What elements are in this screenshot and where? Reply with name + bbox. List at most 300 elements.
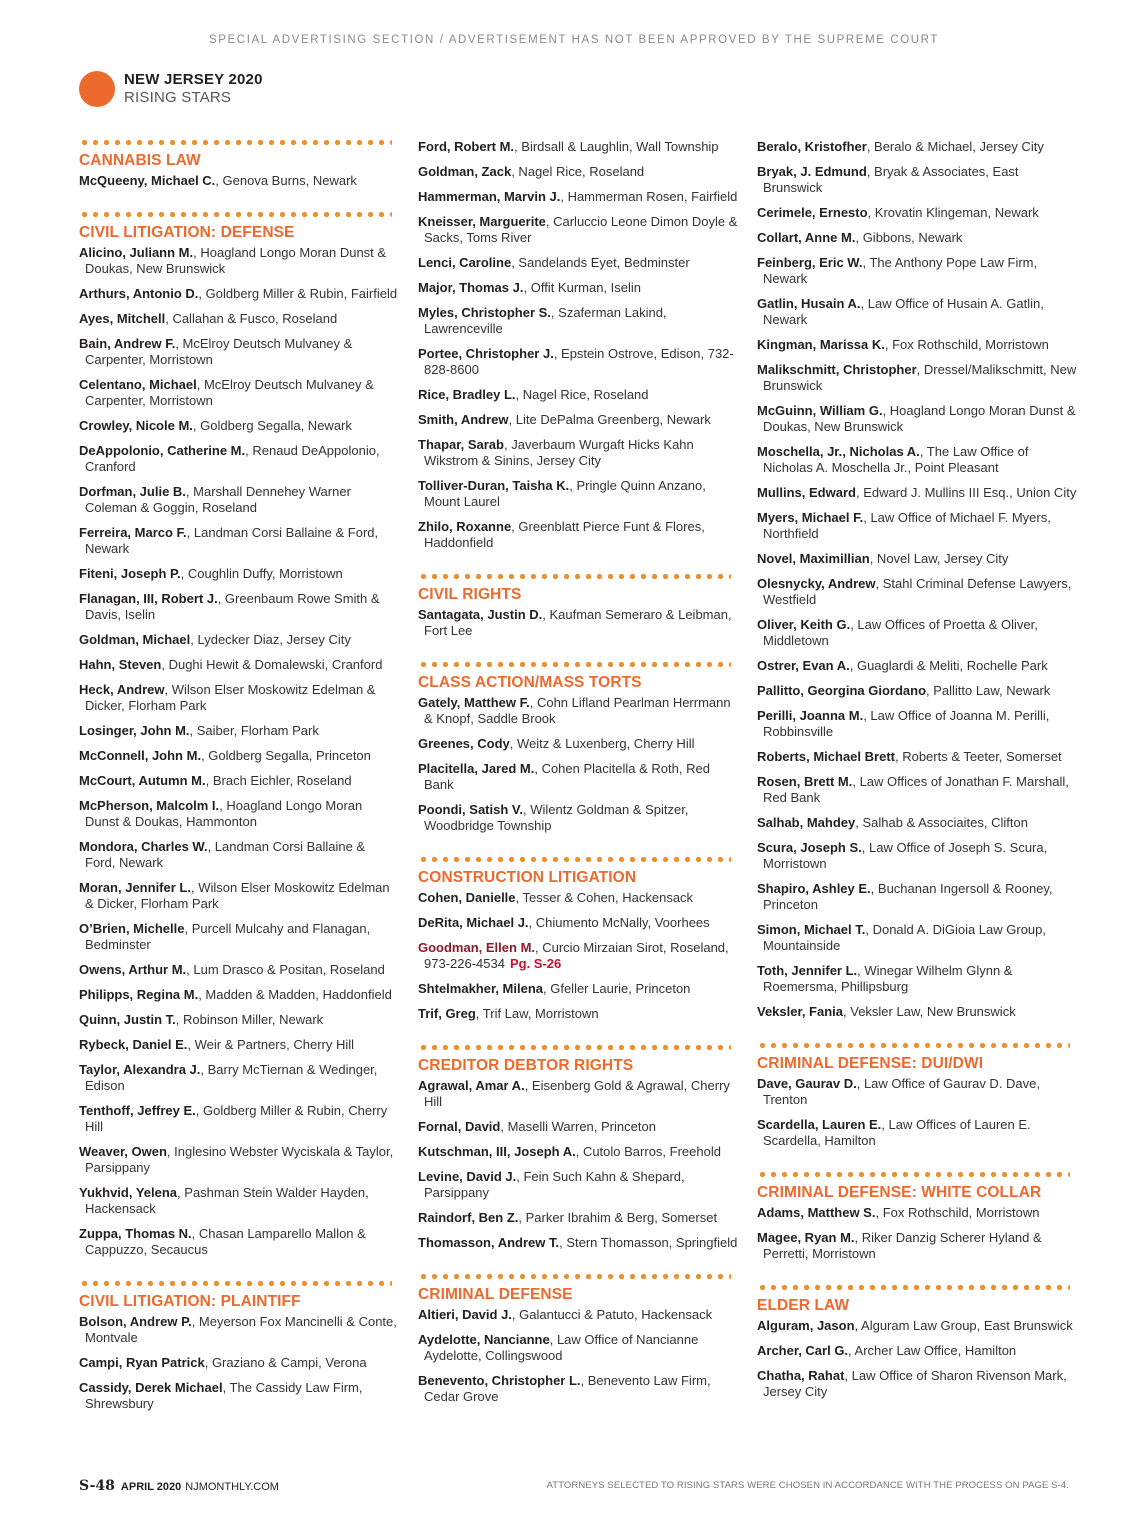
attorney-name: Bain, Andrew F.: [79, 336, 176, 351]
attorney-name: Roberts, Michael Brett: [757, 749, 895, 764]
firm-and-location: , Dughi Hewit & Domalewski, Cranford: [161, 657, 383, 672]
column-2: [418, 139, 738, 1427]
attorney-name: Toth, Jennifer L.: [757, 963, 858, 978]
attorney-entry: [418, 607, 738, 639]
section-heading: ELDER LAW: [757, 1297, 850, 1314]
attorney-name: DeAppolonio, Catherine M.: [79, 443, 246, 458]
attorney-entry: [79, 1144, 399, 1176]
attorney-name: Scura, Joseph S.: [757, 840, 862, 855]
attorney-entry: [757, 576, 1077, 608]
attorney-name: Trif, Greg: [418, 1006, 476, 1021]
attorney-name: Losinger, John M.: [79, 723, 190, 738]
attorney-entry: [757, 551, 1077, 567]
attorney-name: Taylor, Alexandra J.: [79, 1062, 201, 1077]
logo-title: NEW JERSEY 2020: [124, 71, 263, 88]
section-heading: CREDITOR DEBTOR RIGHTS: [418, 1057, 634, 1074]
orange-circle-icon: [79, 71, 115, 107]
attorney-name: McQueeny, Michael C.: [79, 173, 216, 188]
attorney-entry: [79, 591, 399, 623]
firm-and-location: , Veksler Law, New Brunswick: [843, 1004, 1016, 1019]
firm-and-location: , McElroy Deutsch Mulvaney & Carpenter, Morristown: [85, 377, 374, 408]
attorney-name: Gatlin, Husain A.: [757, 296, 861, 311]
attorney-name: Moschella, Jr., Nicholas A.: [757, 444, 920, 459]
attorney-name: Dorfman, Julie B.: [79, 484, 186, 499]
attorney-entry: [79, 1037, 399, 1053]
attorney-entry: [757, 1205, 1077, 1221]
firm-and-location: , Wilson Elser Moskowitz Edelman & Dicker, Florham Park: [85, 880, 390, 911]
firm-and-location: , Cohn Lifland Pearlman Herrmann & Knopf, Saddle Brook: [424, 695, 731, 726]
attorney-entry: [79, 566, 399, 582]
attorney-entry: [79, 1314, 399, 1346]
attorney-entry: [79, 286, 399, 302]
attorney-entry: [79, 1185, 399, 1217]
attorney-entry: [79, 798, 399, 830]
firm-and-location: , Pashman Stein Walder Hayden, Hackensack: [85, 1185, 369, 1216]
dotted-divider: [757, 1042, 1070, 1049]
attorney-entry: [79, 748, 399, 764]
firm-and-location: , Inglesino Webster Wyciskala & Taylor, Parsippany: [85, 1144, 394, 1175]
attorney-name: Magee, Ryan M.: [757, 1230, 855, 1245]
attorney-entry: [757, 840, 1077, 872]
attorney-name: Kneisser, Marguerite: [418, 214, 546, 229]
firm-and-location: , Benevento Law Firm, Cedar Grove: [424, 1373, 711, 1404]
firm-and-location: , Curcio Mirzaian Sirot, Roseland, 973-226-4534: [424, 940, 729, 971]
attorney-entry: [757, 1343, 1077, 1359]
attorney-entry: [757, 617, 1077, 649]
attorney-name: Alguram, Jason: [757, 1318, 855, 1333]
attorney-name: Celentano, Michael: [79, 377, 197, 392]
attorney-entry: [79, 525, 399, 557]
attorney-entry: [418, 387, 738, 403]
directory-section: [757, 1284, 1077, 1400]
firm-and-location: , Fox Rothschild, Morristown: [884, 337, 1049, 352]
firm-and-location: , Lydecker Diaz, Jersey City: [190, 632, 351, 647]
firm-and-location: , Javerbaum Wurgaft Hicks Kahn Wikstrom & Sinins, Jersey City: [424, 437, 694, 468]
attorney-name: Moran, Jennifer L.: [79, 880, 191, 895]
firm-and-location: , Fox Rothschild, Morristown: [875, 1205, 1040, 1220]
attorney-name: Collart, Anne M.: [757, 230, 856, 245]
attorney-name: Olesnycky, Andrew: [757, 576, 876, 591]
logo-subtitle: RISING STARS: [124, 89, 232, 106]
firm-and-location: , Stahl Criminal Defense Lawyers, Westfield: [763, 576, 1072, 607]
attorney-entry: [79, 336, 399, 368]
attorney-name: Tolliver-Duran, Taisha K.: [418, 478, 570, 493]
firm-and-location: , Eisenberg Gold & Agrawal, Cherry Hill: [424, 1078, 730, 1109]
attorney-entry: [79, 682, 399, 714]
firm-and-location: , Law Office of Husain A. Gatlin, Newark: [763, 296, 1044, 327]
firm-and-location: , Chiumento McNally, Voorhees: [528, 915, 710, 930]
attorney-name: Thomasson, Andrew T.: [418, 1235, 560, 1250]
firm-and-location: , Callahan & Fusco, Roseland: [165, 311, 338, 326]
firm-and-location: , Bryak & Associates, East Brunswick: [763, 164, 1019, 195]
attorney-entry: [79, 1103, 399, 1135]
firm-and-location: , The Cassidy Law Firm, Shrewsbury: [85, 1380, 363, 1411]
attorney-entry: [418, 1235, 738, 1251]
firm-and-location: , Birdsall & Laughlin, Wall Township: [514, 139, 719, 154]
attorney-entry: [418, 305, 738, 337]
firm-and-location: , The Law Office of Nicholas A. Moschella Jr., Point Pleasant: [763, 444, 1029, 475]
attorney-entry: [418, 1307, 738, 1323]
attorney-name: Quinn, Justin T.: [79, 1012, 176, 1027]
section-heading: CLASS ACTION/MASS TORTS: [418, 674, 642, 691]
attorney-entry: [79, 443, 399, 475]
attorney-entry: [418, 802, 738, 834]
attorney-name: Adams, Matthew S.: [757, 1205, 876, 1220]
attorney-name: Fornal, David: [418, 1119, 501, 1134]
attorney-entry: [757, 444, 1077, 476]
attorney-entry: [418, 695, 738, 727]
attorney-name: Levine, David J.: [418, 1169, 517, 1184]
attorney-entry: [79, 1012, 399, 1028]
attorney-entry: [418, 1006, 738, 1022]
advertising-banner: SPECIAL ADVERTISING SECTION / ADVERTISEMENT HAS NOT BEEN APPROVED BY THE SUPREME COURT: [208, 34, 939, 46]
attorney-entry: [757, 205, 1077, 221]
attorney-entry: [757, 403, 1077, 435]
directory-section: [418, 573, 738, 639]
dotted-divider: [757, 1284, 1070, 1291]
attorney-name: Arthurs, Antonio D.: [79, 286, 199, 301]
attorney-name: O’Brien, Michelle: [79, 921, 185, 936]
attorney-name: Ford, Robert M.: [418, 139, 515, 154]
attorney-entry: [757, 774, 1077, 806]
attorney-name: Weaver, Owen: [79, 1144, 167, 1159]
attorney-entry: [418, 346, 738, 378]
attorney-entry: [757, 230, 1077, 246]
firm-and-location: , Hoagland Longo Moran Dunst & Doukas, New Brunswick: [763, 403, 1076, 434]
attorney-entry: [757, 815, 1077, 831]
attorney-entry: [418, 1332, 738, 1364]
attorney-name: Smith, Andrew: [418, 412, 509, 427]
attorney-name: Flanagan, III, Robert J.: [79, 591, 218, 606]
firm-and-location: , Winegar Wilhelm Glynn & Roemersma, Phillipsburg: [763, 963, 1013, 994]
firm-and-location: , Parker Ibrahim & Berg, Somerset: [518, 1210, 718, 1225]
attorney-name: Shapiro, Ashley E.: [757, 881, 871, 896]
attorney-name: Cassidy, Derek Michael: [79, 1380, 223, 1395]
firm-and-location: , Gibbons, Newark: [855, 230, 963, 245]
attorney-entry: [757, 881, 1077, 913]
attorney-entry: [757, 1076, 1077, 1108]
attorney-entry: [757, 708, 1077, 740]
directory-section: [757, 1171, 1077, 1262]
attorney-name: Goldman, Zack: [418, 164, 512, 179]
attorney-entry: [418, 519, 738, 551]
attorney-entry: [757, 362, 1077, 394]
firm-and-location: , Brach Eichler, Roseland: [205, 773, 352, 788]
firm-and-location: , Marshall Dennehey Warner Coleman & Goggin, Roseland: [85, 484, 351, 515]
attorney-entry: [757, 1230, 1077, 1262]
attorney-name: Ostrer, Evan A.: [757, 658, 850, 673]
attorney-entry: [757, 296, 1077, 328]
firm-and-location: , Lite DePalma Greenberg, Newark: [508, 412, 711, 427]
firm-and-location: , Krovatin Klingeman, Newark: [867, 205, 1039, 220]
attorney-name: Agrawal, Amar A.: [418, 1078, 525, 1093]
attorney-name: Lenci, Caroline: [418, 255, 512, 270]
attorney-entry: [418, 139, 738, 155]
firm-and-location: , Galantucci & Patuto, Hackensack: [511, 1307, 713, 1322]
attorney-name: Kutschman, III, Joseph A.: [418, 1144, 576, 1159]
attorney-entry: [79, 773, 399, 789]
attorney-name: Salhab, Mahdey: [757, 815, 856, 830]
firm-and-location: , Renaud DeAppolonio, Cranford: [85, 443, 380, 474]
directory-section: [418, 856, 738, 1022]
firm-and-location: , Novel Law, Jersey City: [869, 551, 1009, 566]
attorney-entry: [418, 981, 738, 997]
attorney-name: Major, Thomas J.: [418, 280, 524, 295]
attorney-entry: [79, 921, 399, 953]
firm-and-location: , Fein Such Kahn & Shepard, Parsippany: [424, 1169, 685, 1200]
attorney-entry: [79, 1062, 399, 1094]
attorney-name: Gately, Matthew F.: [418, 695, 530, 710]
firm-and-location: , Dressel/Malikschmitt, New Brunswick: [763, 362, 1077, 393]
attorney-name: Poondi, Satish V.: [418, 802, 523, 817]
section-heading: CRIMINAL DEFENSE: DUI/DWI: [757, 1055, 984, 1072]
attorney-name: Shtelmakher, Milena: [418, 981, 543, 996]
attorney-name: Rice, Bradley L.: [418, 387, 516, 402]
attorney-entry: [418, 761, 738, 793]
firm-and-location: , Epstein Ostrove, Edison, 732-828-8600: [424, 346, 734, 377]
firm-and-location: , Weitz & Luxenberg, Cherry Hill: [509, 736, 695, 751]
firm-and-location: , Goldberg Miller & Rubin, Fairfield: [198, 286, 398, 301]
attorney-name: Greenes, Cody: [418, 736, 510, 751]
attorney-entry: [418, 915, 738, 931]
attorney-name: Raindorf, Ben Z.: [418, 1210, 519, 1225]
attorney-entry: [79, 377, 399, 409]
dotted-divider: [418, 661, 731, 668]
section-heading: CANNABIS LAW: [79, 152, 201, 169]
directory-section: [79, 139, 399, 189]
attorney-entry: [757, 1117, 1077, 1149]
attorney-name: Philipps, Regina M.: [79, 987, 199, 1002]
page-reference: Pg. S-26: [509, 956, 562, 971]
attorney-name: Kingman, Marissa K.: [757, 337, 885, 352]
attorney-entry: [418, 940, 738, 972]
attorney-entry: [757, 510, 1077, 542]
attorney-name: Feinberg, Eric W.: [757, 255, 863, 270]
attorney-name: Rybeck, Daniel E.: [79, 1037, 188, 1052]
firm-and-location: , Law Office of Joseph S. Scura, Morristown: [763, 840, 1048, 871]
attorney-entry: [418, 255, 738, 271]
attorney-entry: [757, 337, 1077, 353]
dotted-divider: [757, 1171, 1070, 1178]
attorney-name: Pallitto, Georgina Giordano: [757, 683, 927, 698]
directory-section: [418, 139, 738, 551]
firm-and-location: , Sandelands Eyet, Bedminster: [511, 255, 690, 270]
attorney-entry: [418, 214, 738, 246]
attorney-entry: [79, 632, 399, 648]
firm-and-location: , Trif Law, Morristown: [475, 1006, 599, 1021]
attorney-name: Zhilo, Roxanne: [418, 519, 512, 534]
firm-and-location: , Graziano & Campi, Verona: [204, 1355, 367, 1370]
attorney-name: Oliver, Keith G.: [757, 617, 851, 632]
firm-and-location: , Genova Burns, Newark: [215, 173, 357, 188]
firm-and-location: , Chasan Lamparello Mallon & Cappuzzo, Secaucus: [85, 1226, 366, 1257]
attorney-name: Ferreira, Marco F.: [79, 525, 187, 540]
firm-and-location: , Beralo & Michael, Jersey City: [866, 139, 1044, 154]
section-heading: CIVIL RIGHTS: [418, 586, 522, 603]
firm-and-location: , Roberts & Teeter, Somerset: [894, 749, 1062, 764]
attorney-name: Campi, Ryan Patrick: [79, 1355, 205, 1370]
attorney-entry: [757, 255, 1077, 287]
attorney-name: Novel, Maximillian: [757, 551, 870, 566]
attorney-entry: [757, 963, 1077, 995]
firm-and-location: , Law Offices of Jonathan F. Marshall, Red Bank: [763, 774, 1069, 805]
attorney-entry: [418, 1078, 738, 1110]
attorney-entry: [757, 139, 1077, 155]
firm-and-location: , Landman Corsi Ballaine & Ford, Newark: [85, 839, 366, 870]
attorney-entry: [79, 245, 399, 277]
page-number: S-48: [79, 1478, 115, 1494]
attorney-entry: [79, 484, 399, 516]
selection-note: ATTORNEYS SELECTED TO RISING STARS WERE CHOSEN IN ACCORDANCE WITH THE PROCESS ON PAGE S-4.: [546, 1480, 1069, 1491]
attorney-name: Mondora, Charles W.: [79, 839, 208, 854]
attorney-name: Fiteni, Joseph P.: [79, 566, 181, 581]
firm-and-location: , Tesser & Cohen, Hackensack: [515, 890, 694, 905]
firm-and-location: , Salhab & Associaites, Clifton: [855, 815, 1028, 830]
attorney-name: Dave, Gaurav D.: [757, 1076, 857, 1091]
directory-section: [79, 211, 399, 1258]
firm-and-location: , Madden & Madden, Haddonfield: [198, 987, 392, 1002]
firm-and-location: , Greenbaum Rowe Smith & Davis, Iselin: [85, 591, 380, 622]
attorney-entry: [79, 1226, 399, 1258]
attorney-name: Myers, Michael F.: [757, 510, 864, 525]
dotted-divider: [418, 573, 731, 580]
firm-and-location: , Pringle Quinn Anzano, Mount Laurel: [424, 478, 706, 509]
attorney-name: Chatha, Rahat: [757, 1368, 845, 1383]
column-3: [757, 139, 1077, 1422]
firm-and-location: , Law Office of Nancianne Aydelotte, Collingswood: [424, 1332, 699, 1363]
firm-and-location: , Goldberg Segalla, Princeton: [201, 748, 371, 763]
attorney-name: Alicino, Juliann M.: [79, 245, 194, 260]
firm-and-location: , Law Office of Sharon Rivenson Mark, Jersey City: [763, 1368, 1067, 1399]
attorney-name: McPherson, Malcolm I.: [79, 798, 220, 813]
attorney-name: McCourt, Autumn M.: [79, 773, 206, 788]
firm-and-location: , Cohen Placitella & Roth, Red Bank: [424, 761, 710, 792]
attorney-name: Zuppa, Thomas N.: [79, 1226, 192, 1241]
firm-and-location: , Saiber, Florham Park: [189, 723, 319, 738]
attorney-entry: [79, 1380, 399, 1412]
section-heading: CONSTRUCTION LITIGATION: [418, 869, 637, 886]
firm-and-location: , Hammerman Rosen, Fairfield: [560, 189, 738, 204]
directory-section: [418, 661, 738, 834]
attorney-entry: [757, 683, 1077, 699]
issue-date: APRIL 2020: [120, 1481, 182, 1493]
attorney-entry: [418, 1210, 738, 1226]
attorney-name: Ayes, Mitchell: [79, 311, 166, 326]
firm-and-location: , Greenblatt Pierce Funt & Flores, Haddonfield: [424, 519, 705, 550]
attorney-name: Veksler, Fania: [757, 1004, 844, 1019]
attorney-name: Perilli, Joanna M.: [757, 708, 864, 723]
attorney-name: Hahn, Steven: [79, 657, 162, 672]
attorney-entry: [757, 922, 1077, 954]
attorney-entry: [757, 749, 1077, 765]
firm-and-location: , Landman Corsi Ballaine & Ford, Newark: [85, 525, 379, 556]
dotted-divider: [79, 1280, 392, 1287]
attorney-name: Cerimele, Ernesto: [757, 205, 868, 220]
attorney-name: Rosen, Brett M.: [757, 774, 853, 789]
attorney-entry: [757, 1318, 1077, 1334]
firm-and-location: , Carluccio Leone Dimon Doyle & Sacks, Toms River: [424, 214, 738, 245]
attorney-name: McGuinn, William G.: [757, 403, 883, 418]
section-heading: CIVIL LITIGATION: PLAINTIFF: [79, 1293, 301, 1310]
attorney-name: Placitella, Jared M.: [418, 761, 535, 776]
firm-and-location: , Nagel Rice, Roseland: [515, 387, 649, 402]
attorney-entry: [418, 437, 738, 469]
firm-and-location: , Nagel Rice, Roseland: [511, 164, 645, 179]
section-heading: CRIMINAL DEFENSE: [418, 1286, 573, 1303]
attorney-name: Myles, Christopher S.: [418, 305, 551, 320]
firm-and-location: , Maselli Warren, Princeton: [500, 1119, 656, 1134]
firm-and-location: , Guaglardi & Meliti, Rochelle Park: [849, 658, 1048, 673]
attorney-name: Goodman, Ellen M.: [418, 940, 536, 955]
firm-and-location: , Goldberg Miller & Rubin, Cherry Hill: [85, 1103, 388, 1134]
attorney-entry: [79, 1355, 399, 1371]
firm-and-location: , Law Office of Gaurav D. Dave, Trenton: [763, 1076, 1041, 1107]
firm-and-location: , Riker Danzig Scherer Hyland & Perretti, Morristown: [763, 1230, 1042, 1261]
firm-and-location: , Hoagland Longo Moran Dunst & Doukas, Hammonton: [85, 798, 363, 829]
firm-and-location: , Barry McTiernan & Wedinger, Edison: [85, 1062, 378, 1093]
directory-section: [757, 139, 1077, 1020]
attorney-name: Altieri, David J.: [418, 1307, 512, 1322]
dotted-divider: [79, 211, 392, 218]
attorney-name: Santagata, Justin D.: [418, 607, 543, 622]
firm-and-location: , Stern Thomasson, Springfield: [559, 1235, 738, 1250]
firm-and-location: , Archer Law Office, Hamilton: [848, 1343, 1017, 1358]
attorney-entry: [79, 839, 399, 871]
attorney-name: Tenthoff, Jeffrey E.: [79, 1103, 196, 1118]
firm-and-location: , Coughlin Duffy, Morristown: [180, 566, 343, 581]
attorney-entry: [79, 173, 399, 189]
directory-section: [418, 1044, 738, 1251]
dotted-divider: [79, 139, 392, 146]
attorney-name: Beralo, Kristofher: [757, 139, 867, 154]
firm-and-location: , Cutolo Barros, Freehold: [575, 1144, 721, 1159]
firm-and-location: , Weir & Partners, Cherry Hill: [187, 1037, 355, 1052]
attorney-entry: [418, 189, 738, 205]
firm-and-location: , Goldberg Segalla, Newark: [192, 418, 352, 433]
attorney-entry: [79, 657, 399, 673]
dotted-divider: [418, 1044, 731, 1051]
attorney-entry: [418, 1119, 738, 1135]
directory-section: [418, 1273, 738, 1405]
firm-and-location: , Kaufman Semeraro & Leibman, Fort Lee: [424, 607, 732, 638]
attorney-entry: [757, 164, 1077, 196]
attorney-entry: [418, 736, 738, 752]
attorney-name: Portee, Christopher J.: [418, 346, 554, 361]
directory-section: [79, 1280, 399, 1412]
attorney-name: Yukhvid, Yelena: [79, 1185, 178, 1200]
attorney-name: Bryak, J. Edmund: [757, 164, 867, 179]
firm-and-location: , Donald A. DiGioia Law Group, Mountainside: [763, 922, 1047, 953]
directory-section: [757, 1042, 1077, 1149]
firm-and-location: , McElroy Deutsch Mulvaney & Carpenter, Morristown: [85, 336, 353, 367]
attorney-entry: [418, 1169, 738, 1201]
section-heading: CIVIL LITIGATION: DEFENSE: [79, 224, 295, 241]
section-heading: CRIMINAL DEFENSE: WHITE COLLAR: [757, 1184, 1042, 1201]
attorney-name: DeRita, Michael J.: [418, 915, 529, 930]
attorney-entry: [418, 1144, 738, 1160]
attorney-entry: [418, 478, 738, 510]
attorney-name: Aydelotte, Nancianne: [418, 1332, 550, 1347]
attorney-name: Hammerman, Marvin J.: [418, 189, 561, 204]
attorney-name: Cohen, Danielle: [418, 890, 516, 905]
firm-and-location: , Edward J. Mullins III Esq., Union City: [855, 485, 1077, 500]
firm-and-location: , Lum Drasco & Positan, Roseland: [186, 962, 385, 977]
attorney-name: Benevento, Christopher L.: [418, 1373, 581, 1388]
firm-and-location: , The Anthony Pope Law Firm, Newark: [763, 255, 1038, 286]
firm-and-location: , Purcell Mulcahy and Flanagan, Bedminster: [85, 921, 371, 952]
attorney-entry: [757, 1368, 1077, 1400]
attorney-name: Owens, Arthur M.: [79, 962, 187, 977]
